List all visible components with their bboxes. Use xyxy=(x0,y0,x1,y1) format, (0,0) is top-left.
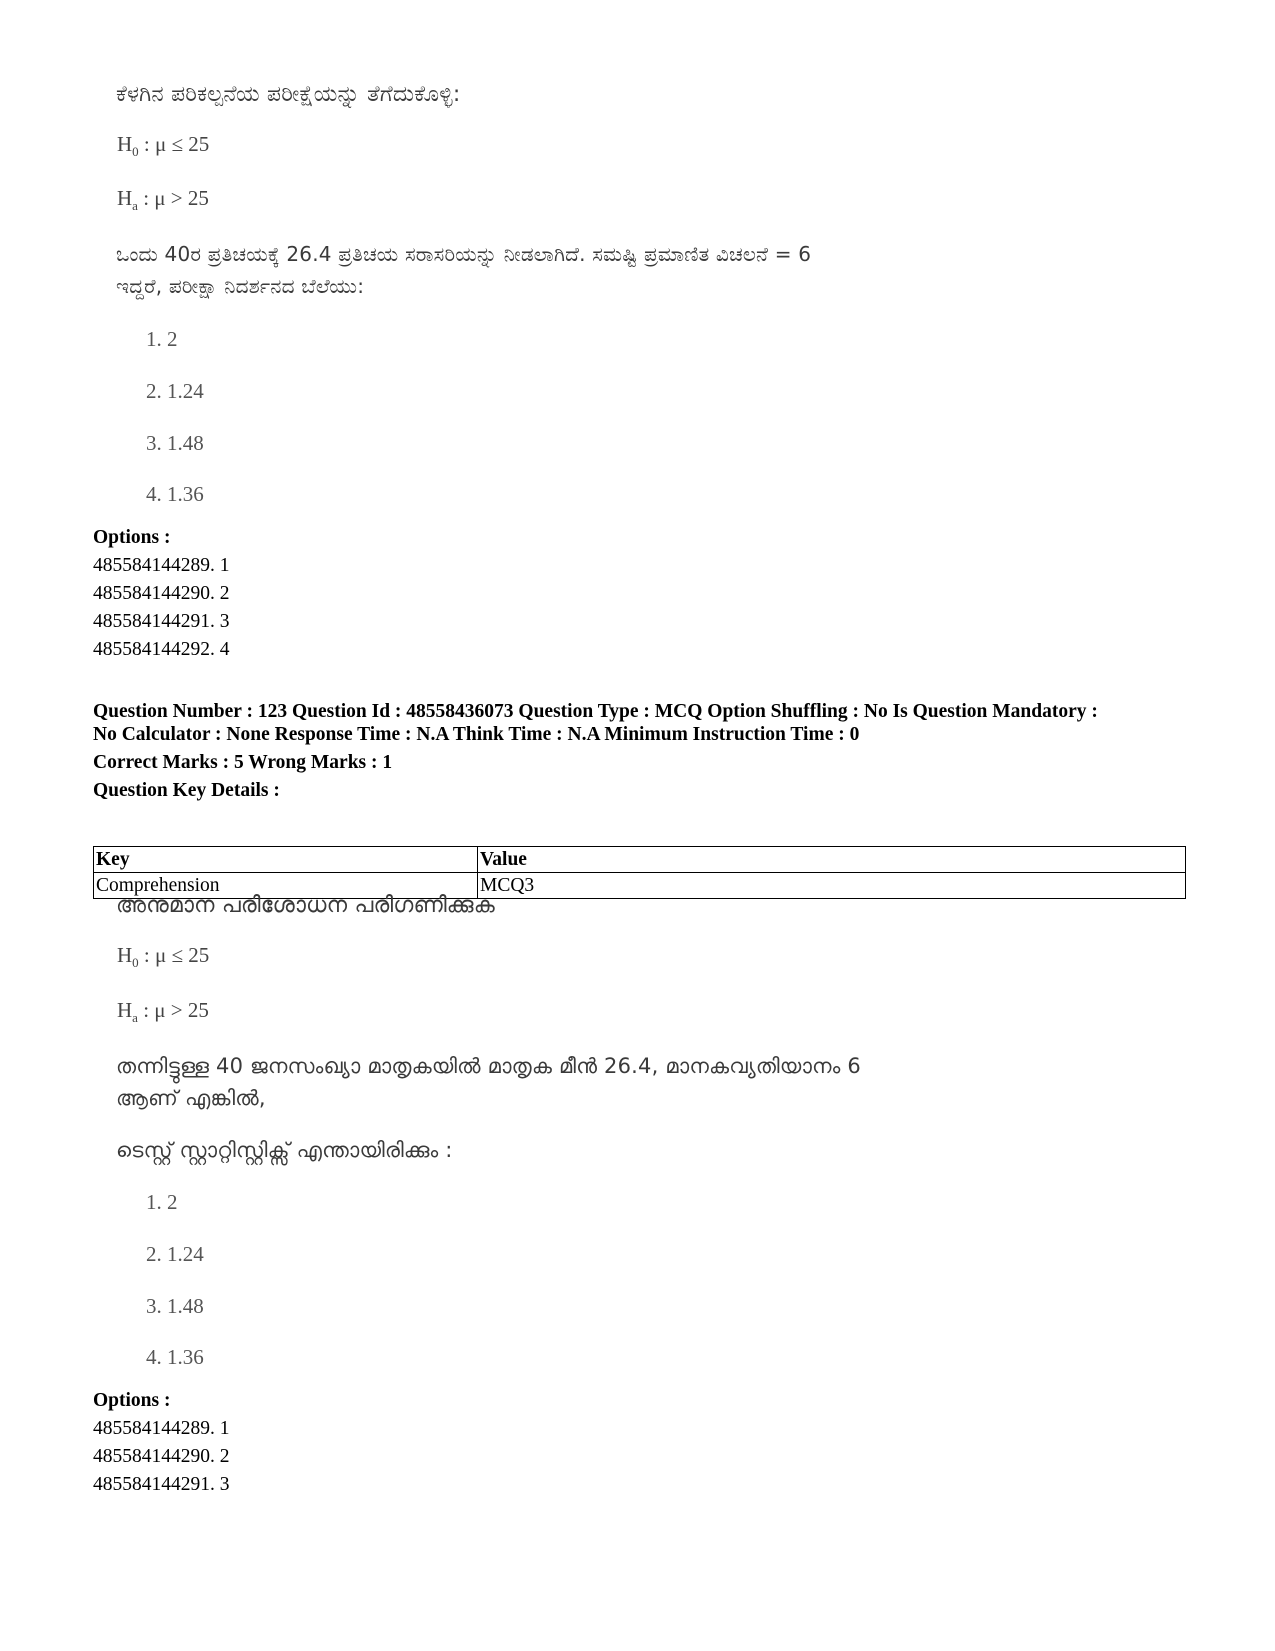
q123-options-label: Options : xyxy=(93,1390,171,1411)
q122-option: 485584144290. 2 xyxy=(93,583,230,604)
q123-choice: 2. 1.24 xyxy=(146,1242,204,1266)
q122-choice: 1. 2 xyxy=(146,327,178,351)
h0-label: H xyxy=(117,943,133,967)
q122-options-label: Options : xyxy=(93,527,171,548)
q122-body-line1: ಒಂದು 40ರ ಪ್ರತಿಚಯಕ್ಕೆ 26.4 ಪ್ರತಿಚಯ ಸರಾಸರಿಯನ್ನು ನೀಡಲಾಗಿದೆ. ಸಮಷ್ಟಿ ಪ್ರಮಾಣಿತ ವಿಚಲನೆ = 6 xyxy=(116,242,812,266)
q122-null-hypothesis xyxy=(117,132,209,160)
q123-body-line2: ആണ് എങ്കിൽ, xyxy=(116,1086,266,1110)
q123-header-line1: Question Number : 123 Question Id : 48558436073 Question Type : MCQ Option Shuffling : No Is Question Mandatory : xyxy=(93,701,1098,722)
q122-option: 485584144289. 1 xyxy=(93,555,230,576)
q123-intro: അനുമാന പരിശോധന പരിഗണിക്കുക xyxy=(116,893,495,918)
q122-choice: 4. 1.36 xyxy=(146,482,204,506)
q123-body-line3: ടെസ്റ്റ് സ്റ്റാറ്റിസ്റ്റിക്സ് എന്തായിരിക്കും : xyxy=(116,1138,453,1162)
table-header-key: Key xyxy=(94,847,478,873)
q123-choice: 3. 1.48 xyxy=(146,1294,204,1318)
ha-sub: a xyxy=(132,198,138,214)
ha-label: H xyxy=(117,998,133,1022)
q122-alt-hypothesis xyxy=(117,186,209,214)
q123-option: 485584144291. 3 xyxy=(93,1474,230,1495)
table-cell-key: Comprehension xyxy=(94,873,478,899)
q122-body-line2: ಇದ್ದರೆ, ಪರೀಕ್ಷಾ ನಿದರ್ಶನದ ಬೆಲೆಯು: xyxy=(116,274,365,298)
h0-rest: : μ ≤ 25 xyxy=(138,132,210,156)
q122-choice: 2. 1.24 xyxy=(146,379,204,403)
q123-choice: 4. 1.36 xyxy=(146,1345,204,1369)
q123-header-line2: No Calculator : None Response Time : N.A Think Time : N.A Minimum Instruction Time : 0 xyxy=(93,724,860,745)
q122-option: 485584144291. 3 xyxy=(93,611,230,632)
h0-sub: 0 xyxy=(132,144,139,160)
table-cell-value: MCQ3 xyxy=(478,873,1186,899)
table-header-value: Value xyxy=(478,847,1186,873)
q122-choice: 3. 1.48 xyxy=(146,431,204,455)
ha-label: H xyxy=(117,186,133,210)
h0-label: H xyxy=(117,132,133,156)
h0-sub: 0 xyxy=(132,955,139,971)
q123-body-line1: തന്നിട്ടുള്ള 40 ജനസംഖ്യാ മാതൃകയിൽ മാതൃക മീൻ 26.4, മാനകവ്യതിയാനം 6 xyxy=(116,1054,861,1078)
q123-null-hypothesis xyxy=(117,943,209,971)
ha-rest: : μ > 25 xyxy=(137,186,209,210)
q123-choice: 1. 2 xyxy=(146,1190,178,1214)
q123-option: 485584144290. 2 xyxy=(93,1446,230,1467)
question-key-table xyxy=(93,846,1186,899)
ha-rest: : μ > 25 xyxy=(137,998,209,1022)
q123-key-details-label: Question Key Details : xyxy=(93,780,280,801)
q123-option: 485584144289. 1 xyxy=(93,1418,230,1439)
q122-intro: ಕೆಳಗಿನ ಪರಿಕಲ್ಪನೆಯ ಪರೀಕ್ಷೆಯನ್ನು ತೆಗೆದುಕೊಳ್ಳಿ: xyxy=(116,82,461,107)
q123-marks: Correct Marks : 5 Wrong Marks : 1 xyxy=(93,752,393,773)
h0-rest: : μ ≤ 25 xyxy=(138,943,210,967)
table-header-row xyxy=(94,847,1186,873)
q122-option: 485584144292. 4 xyxy=(93,639,230,660)
q123-alt-hypothesis xyxy=(117,998,209,1026)
ha-sub: a xyxy=(132,1010,138,1026)
